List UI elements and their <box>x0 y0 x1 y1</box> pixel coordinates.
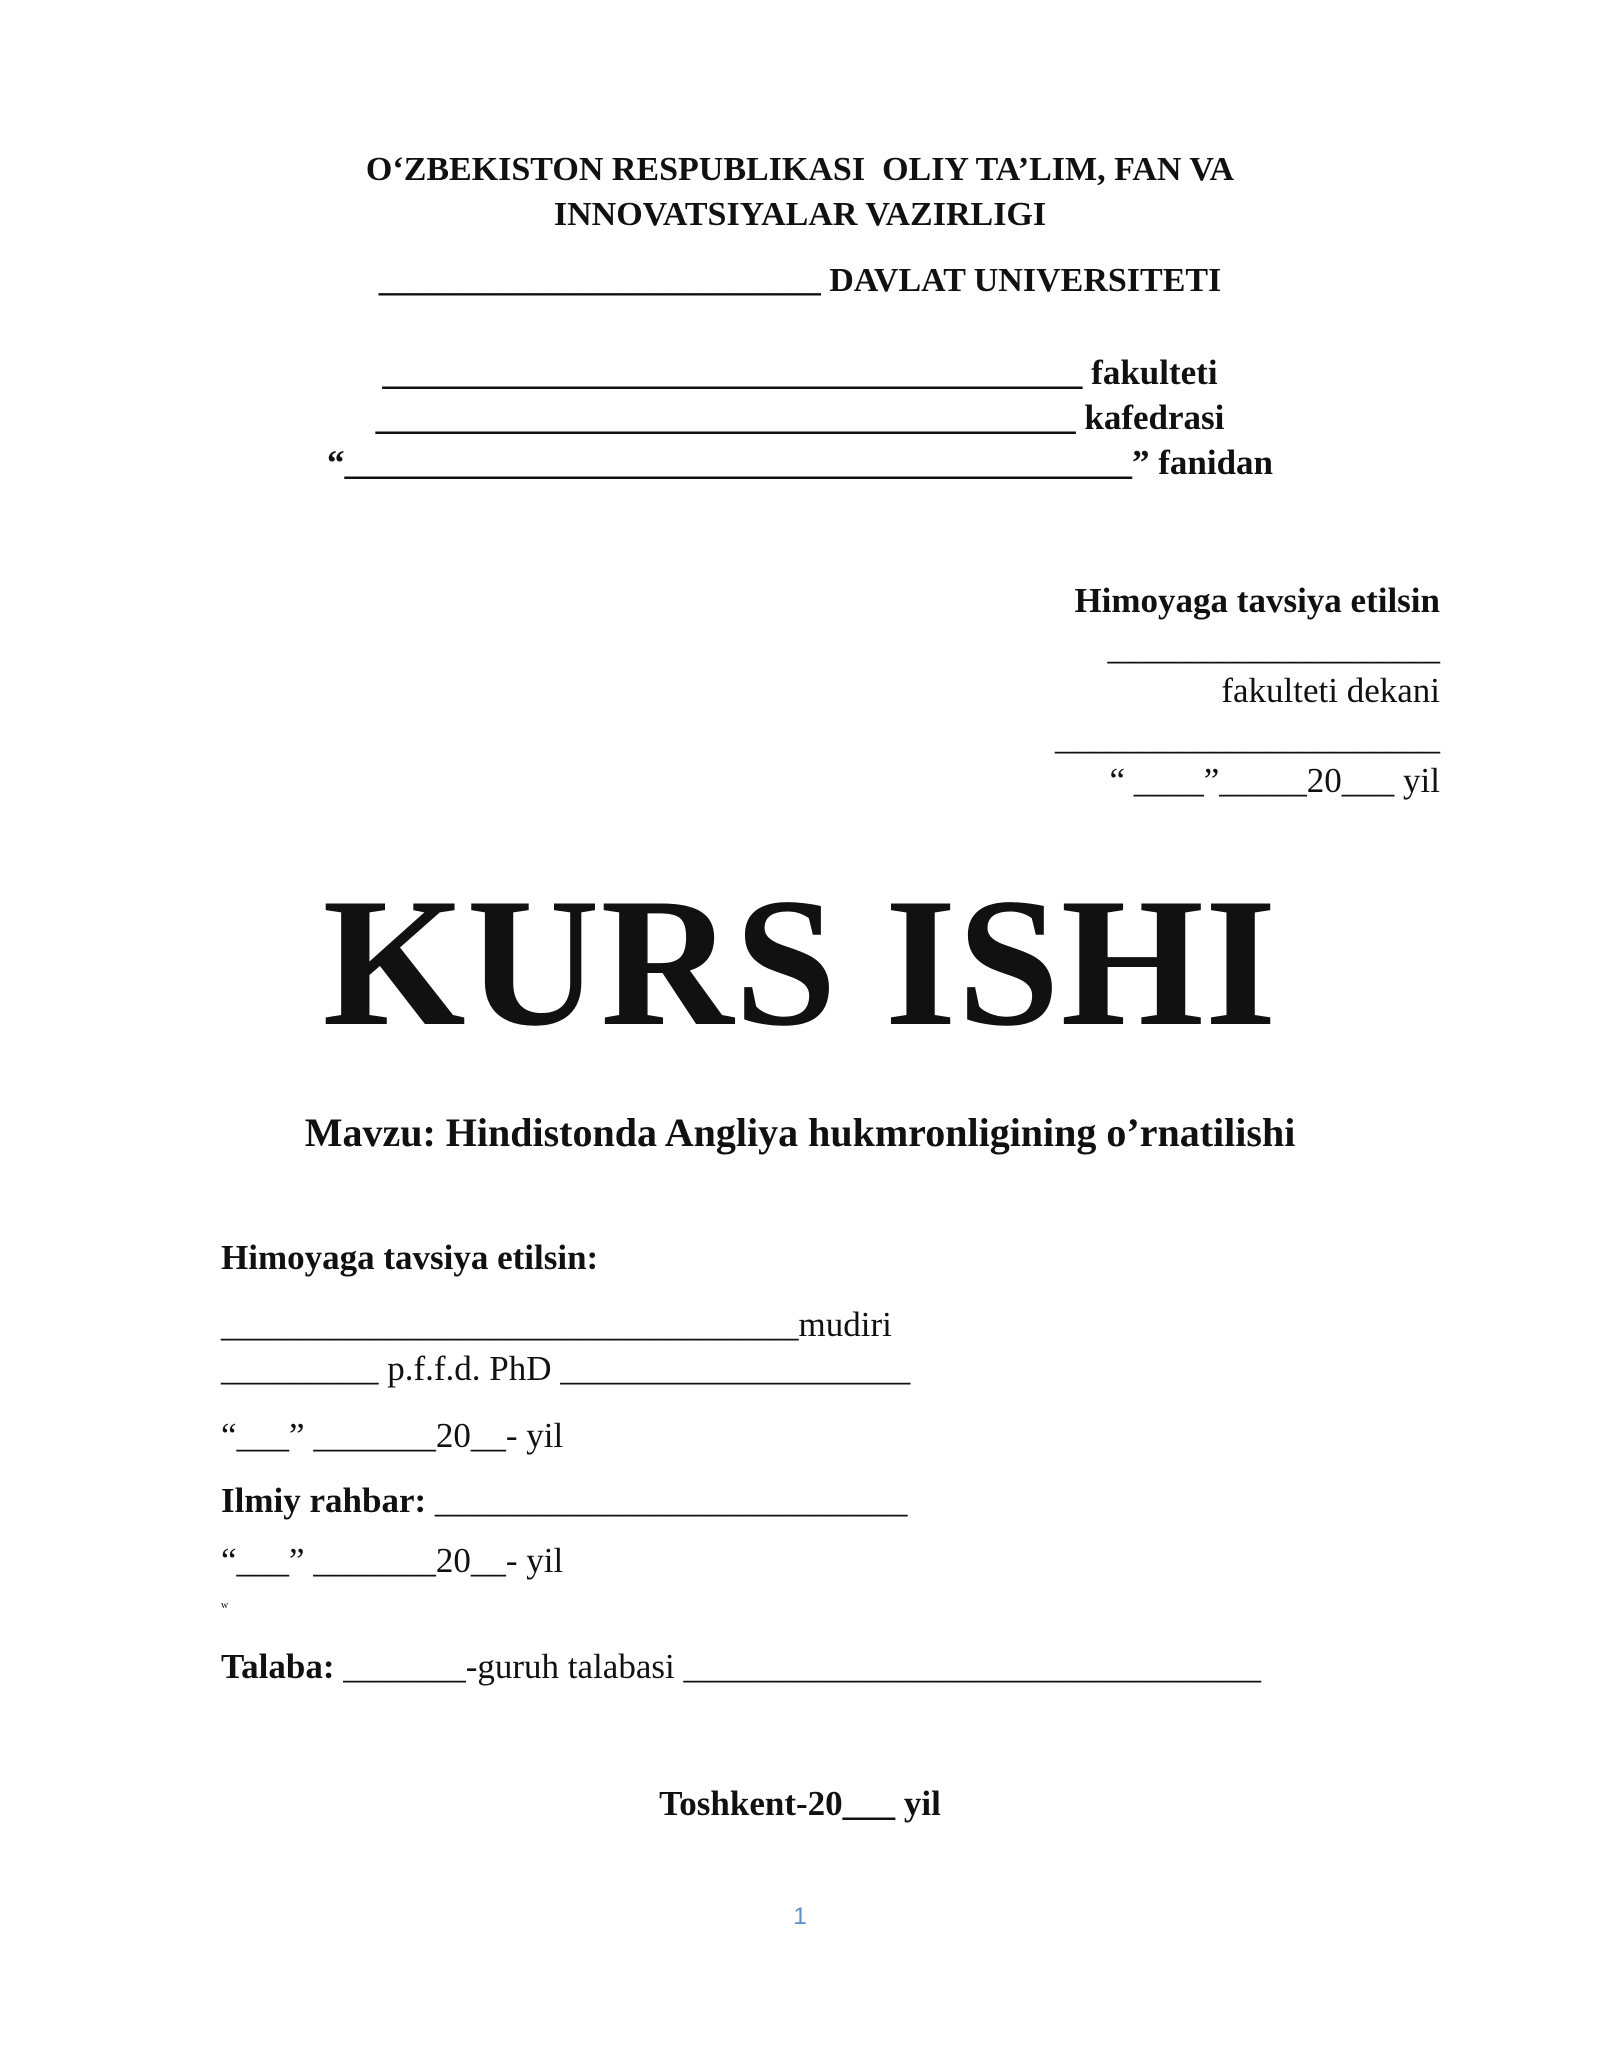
city-year: Toshkent-20___ yil <box>659 1784 941 1823</box>
student-line <box>221 1649 1261 1684</box>
department-line: ________________________________________ kafedrasi <box>375 398 1225 437</box>
subject-line: “_____________________________________________” fanidan <box>326 443 1274 482</box>
topic-line: Mavzu: Hindistonda Angliya hukmronligining o’rnatilishi <box>304 1110 1296 1155</box>
supervisor-line <box>221 1483 907 1518</box>
approval-date-1: “___” _______20__- yil <box>221 1416 564 1455</box>
ministry-line-2: INNOVATSIYALAR VAZIRLIGI <box>553 196 1047 233</box>
approval-date-top: “ ____”_____20___ yil <box>1109 761 1440 800</box>
supervisor-label: Ilmiy rahbar: <box>221 1481 427 1520</box>
small-mark: w <box>221 1600 229 1611</box>
approval-title-bottom: Himoyaga tavsiya etilsin: <box>221 1238 599 1277</box>
page-number: 1 <box>793 1903 807 1930</box>
degree-line: _________ p.f.f.d. PhD ____________________ <box>221 1349 911 1388</box>
supervisor-blank: ___________________________ <box>426 1481 908 1520</box>
student-label: Talaba: <box>221 1647 335 1686</box>
approval-blank-1: ___________________ <box>1107 628 1440 667</box>
approval-blank-2: ______________________ <box>1055 718 1440 757</box>
faculty-line: ________________________________________ fakulteti <box>382 353 1218 392</box>
student-blank: _______-guruh talabasi _________________________________ <box>334 1647 1261 1686</box>
university-line: __________________________ DAVLAT UNIVERSITETI <box>378 262 1222 299</box>
department-head-line: _________________________________mudiri <box>221 1305 892 1344</box>
dean-label: fakulteti dekani <box>1221 671 1440 710</box>
approval-date-2: “___” _______20__- yil <box>221 1541 564 1580</box>
document-title: KURS ISHI <box>322 860 1278 1064</box>
ministry-line-1: O‘ZBEKISTON RESPUBLIKASI OLIY TA’LIM, FAN VA <box>365 151 1235 188</box>
approval-title-top: Himoyaga tavsiya etilsin <box>1074 581 1440 620</box>
